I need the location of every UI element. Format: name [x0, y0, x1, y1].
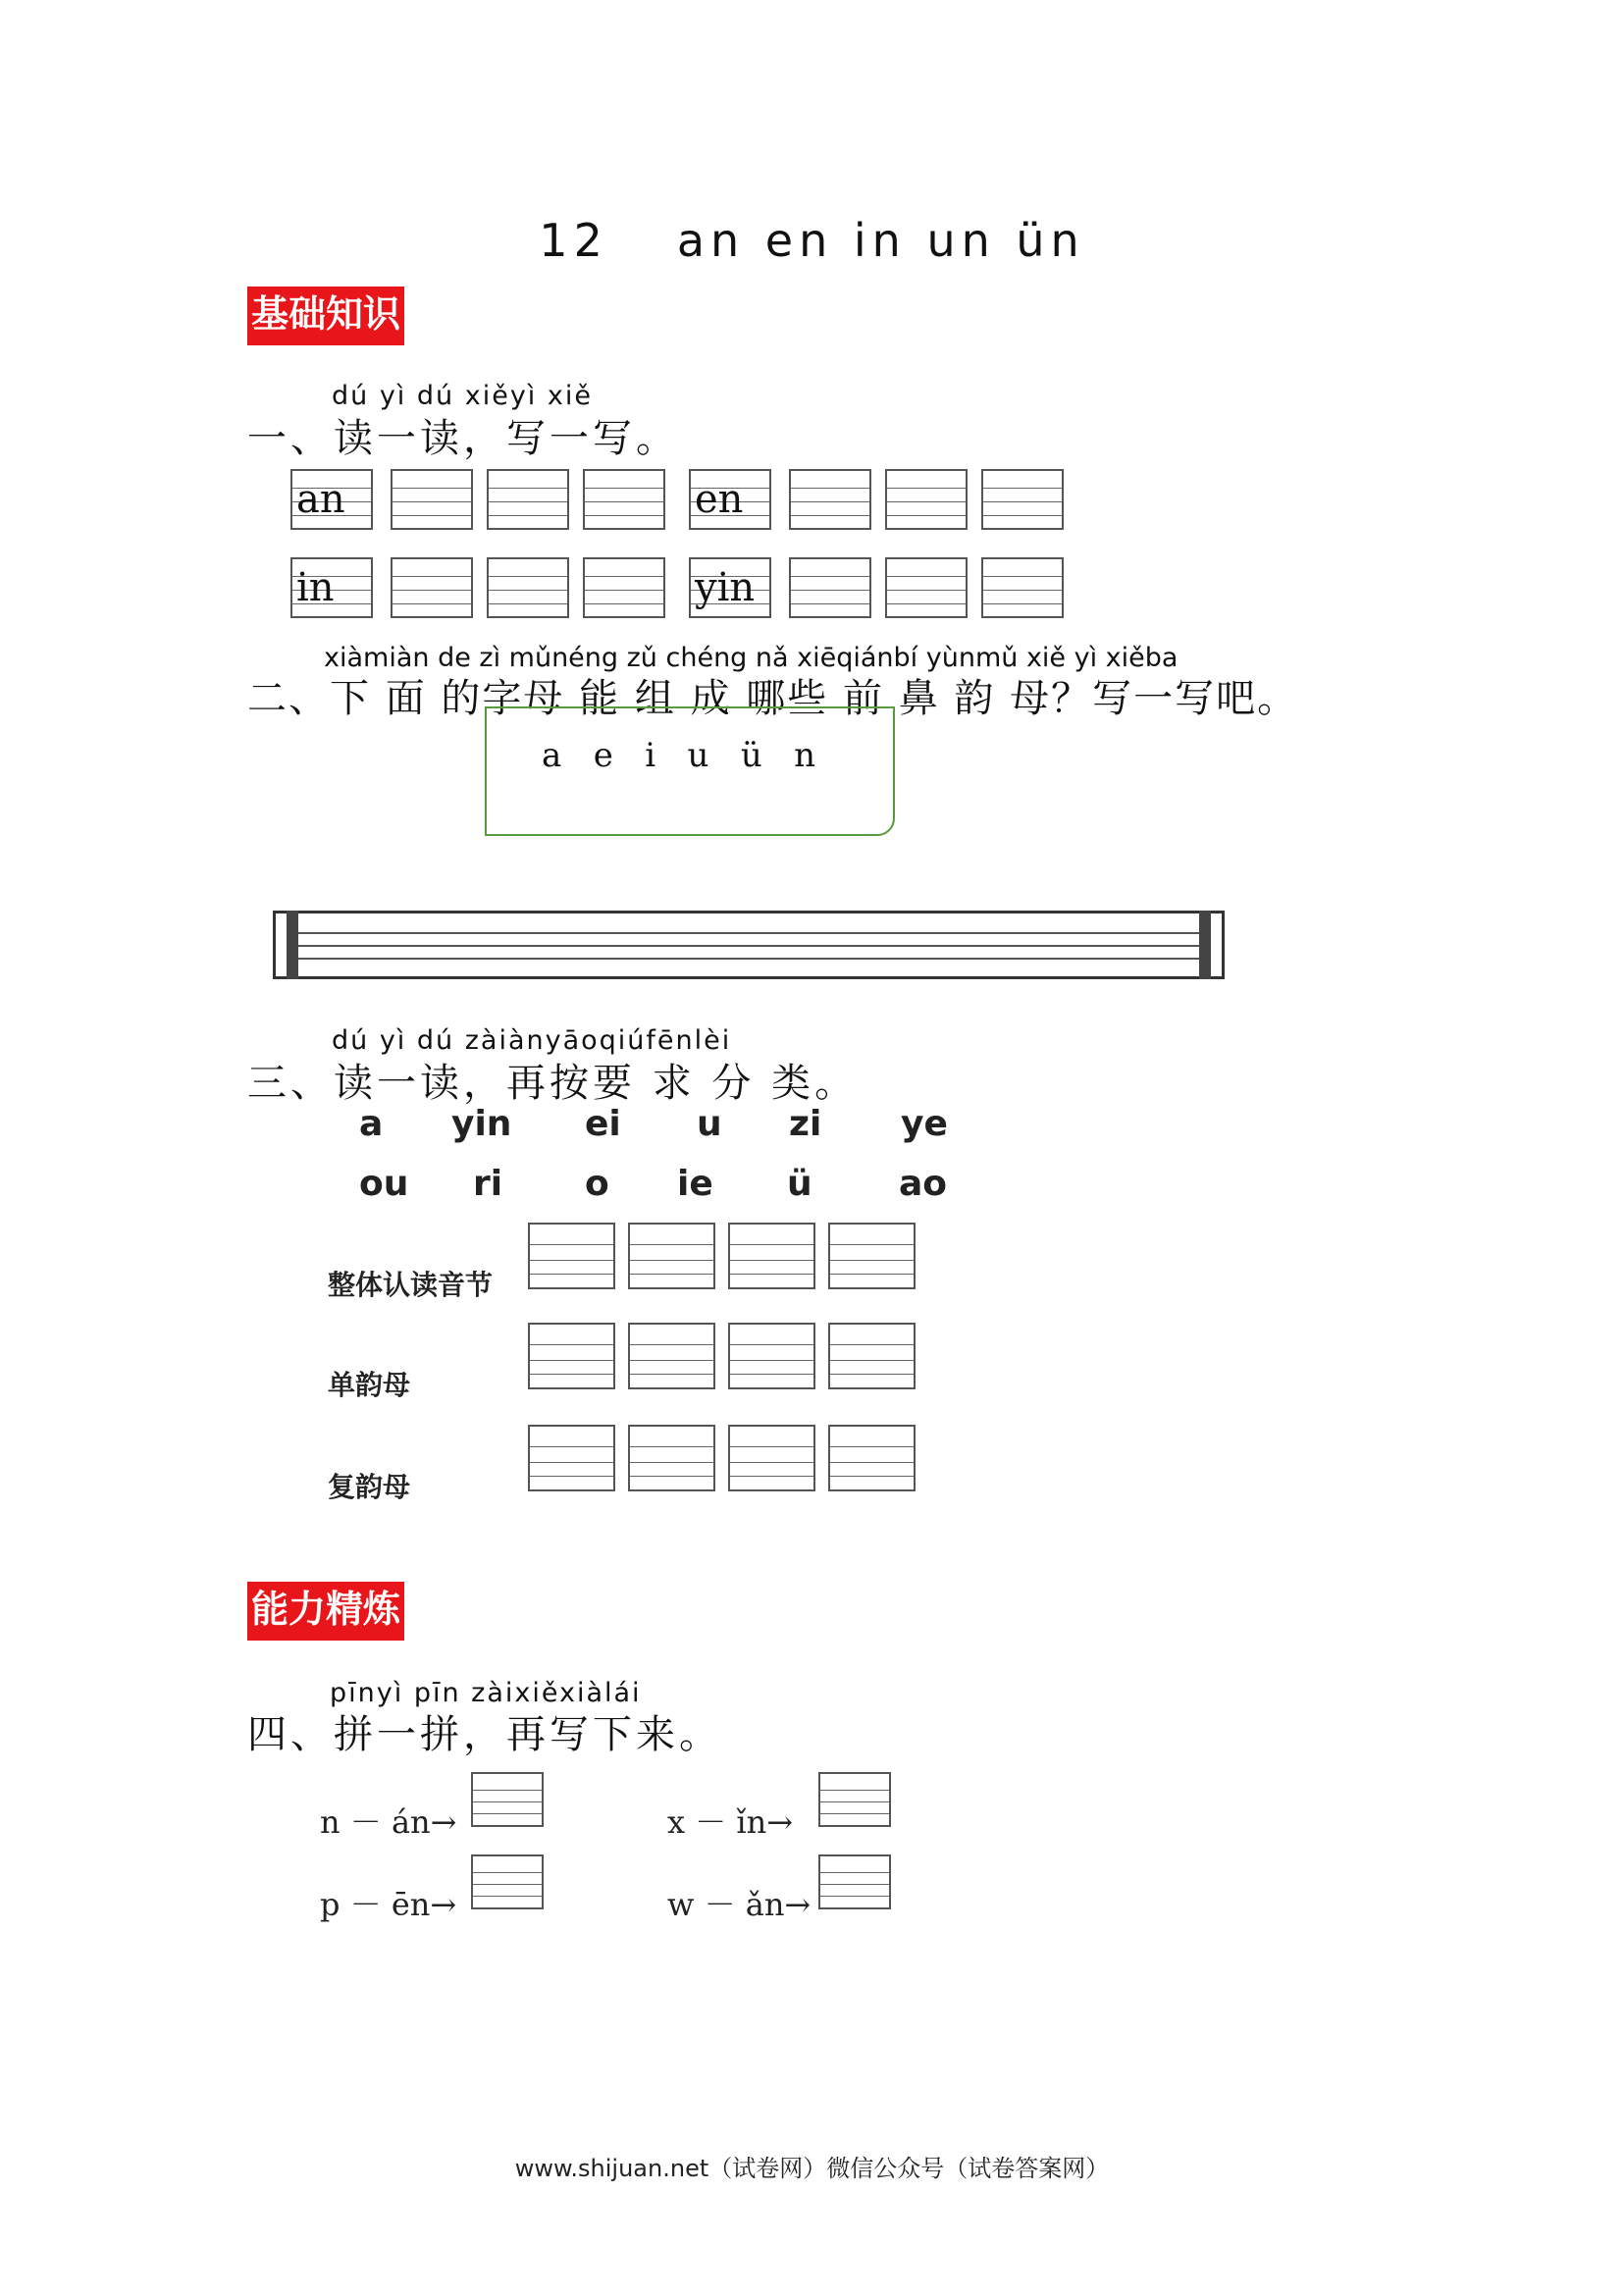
answer-box[interactable] — [628, 1223, 715, 1289]
option: ri — [473, 1164, 503, 1204]
grid-cell[interactable] — [885, 469, 968, 530]
answer-box[interactable] — [528, 1223, 615, 1289]
category-label: 复韵母 — [328, 1471, 411, 1503]
spelling-item: w － ǎn→ — [667, 1886, 812, 1923]
answer-box[interactable] — [818, 1772, 891, 1827]
example-letter: in — [296, 565, 335, 610]
spelling-item: p － ēn→ — [320, 1886, 457, 1923]
option: ye — [901, 1104, 948, 1144]
answer-box[interactable] — [628, 1425, 715, 1491]
q1-heading: 一、读一读，写一写。 — [247, 416, 679, 461]
answer-box[interactable] — [828, 1323, 916, 1389]
q2-pinyin: xiàmiàn de zì mǔnéng zǔ chéng nǎ xiēqiánbí yùnmǔ xiě yì xiěba — [324, 643, 1179, 673]
option: ei — [585, 1104, 621, 1144]
answer-box[interactable] — [528, 1323, 615, 1389]
example-letter: an — [296, 477, 345, 522]
option: ou — [359, 1164, 409, 1204]
q2-heading: 二、下 面 的字母 能 组 成 哪些 前 鼻 韵 母？写一写吧。 — [247, 676, 1299, 721]
answer-box[interactable] — [528, 1425, 615, 1491]
letter-box — [485, 706, 895, 836]
option: yin — [451, 1104, 512, 1144]
option: ao — [899, 1164, 948, 1204]
q3-heading: 三、读一读，再按要 求 分 类。 — [247, 1061, 859, 1106]
option: a — [359, 1104, 384, 1144]
option: zi — [789, 1104, 822, 1144]
section-tag-basic: 基础知识 — [247, 287, 404, 345]
option: ü — [787, 1164, 812, 1204]
grid-cell[interactable] — [391, 469, 473, 530]
answer-box[interactable] — [728, 1425, 815, 1491]
grid-cell[interactable] — [583, 557, 665, 618]
option: u — [697, 1104, 722, 1144]
grid-cell-example — [689, 557, 771, 618]
grid-cell[interactable] — [583, 469, 665, 530]
q4-pinyin: pīnyì pīn zàixiěxiàlái — [330, 1678, 642, 1708]
answer-box[interactable] — [828, 1223, 916, 1289]
spelling-item: n － án→ — [320, 1803, 457, 1841]
answer-box[interactable] — [818, 1854, 891, 1909]
grid-cell[interactable] — [487, 469, 569, 530]
writing-strip[interactable] — [273, 903, 1225, 987]
grid-cell[interactable] — [391, 557, 473, 618]
grid-cell[interactable] — [981, 557, 1064, 618]
section-tag-ability: 能力精炼 — [247, 1582, 404, 1641]
grid-cell[interactable] — [487, 557, 569, 618]
category-label: 单韵母 — [328, 1369, 411, 1401]
spelling-item: x － ǐn→ — [667, 1803, 794, 1841]
answer-box[interactable] — [471, 1772, 544, 1827]
q4-heading: 四、拼一拼，再写下来。 — [247, 1712, 722, 1757]
category-label: 整体认读音节 — [328, 1269, 494, 1301]
footer: www.shijuan.net（试卷网）微信公众号（试卷答案网） — [514, 2155, 1110, 2182]
option: o — [585, 1164, 609, 1204]
q3-pinyin: dú yì dú zàiànyāoqiúfēnlèi — [332, 1025, 732, 1056]
answer-box[interactable] — [728, 1323, 815, 1389]
page-title — [0, 214, 1624, 267]
grid-cell-example — [689, 469, 771, 530]
example-letter: yin — [695, 565, 756, 610]
option: ie — [677, 1164, 713, 1204]
answer-box[interactable] — [471, 1854, 544, 1909]
answer-box[interactable] — [828, 1425, 916, 1491]
grid-cell[interactable] — [789, 469, 871, 530]
example-letter: en — [695, 477, 744, 522]
grid-cell[interactable] — [981, 469, 1064, 530]
lesson-number: 12 — [539, 214, 608, 267]
grid-cell-example — [290, 469, 373, 530]
answer-box[interactable] — [728, 1223, 815, 1289]
grid-cell[interactable] — [789, 557, 871, 618]
letter-options: a e i u ü n — [542, 736, 816, 775]
lesson-title: an en in un ün — [676, 214, 1085, 267]
q1-pinyin: dú yì dú xiěyì xiě — [332, 381, 593, 411]
grid-cell[interactable] — [885, 557, 968, 618]
answer-box[interactable] — [628, 1323, 715, 1389]
grid-cell-example — [290, 557, 373, 618]
